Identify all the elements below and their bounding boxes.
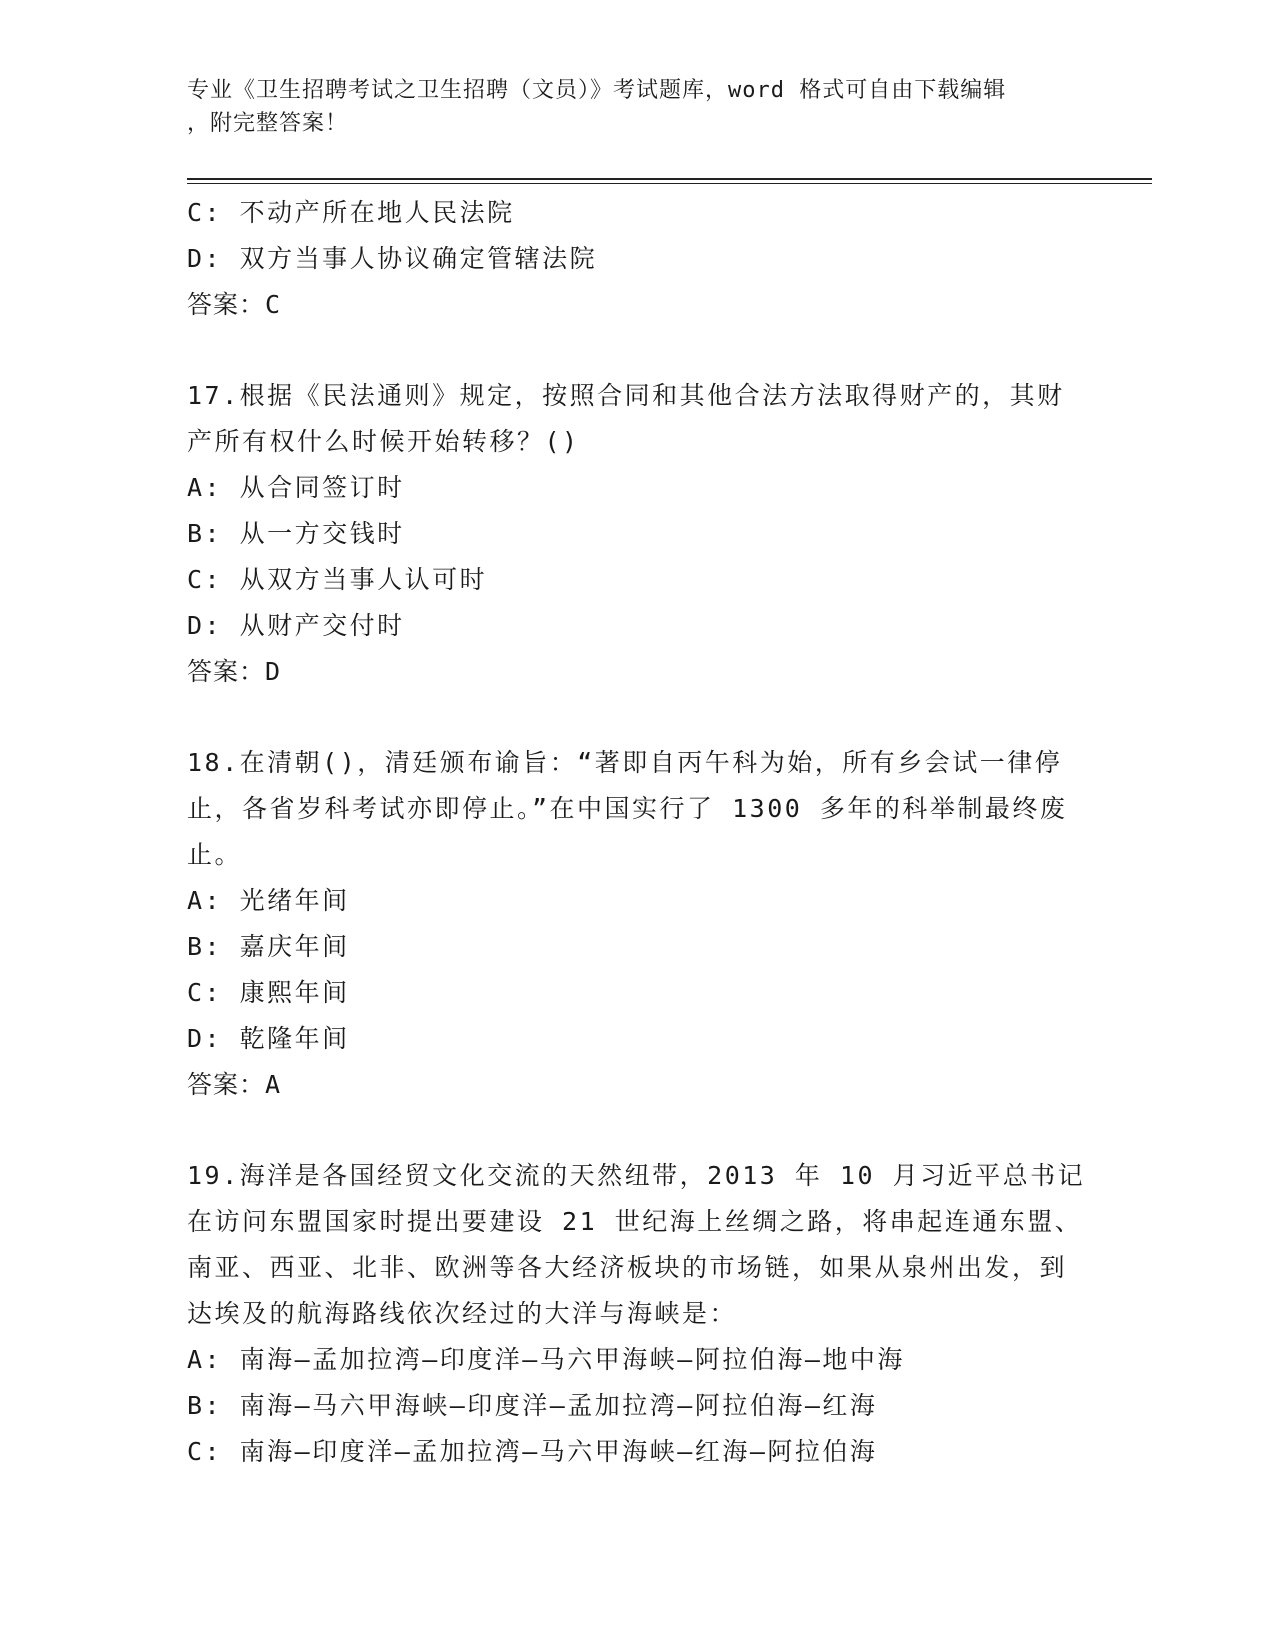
- question-18-option-c: C: 康熙年间: [187, 978, 350, 1007]
- question-18-option-d: D: 乾隆年间: [187, 1024, 350, 1053]
- question-18-option-a: A: 光绪年间: [187, 886, 350, 915]
- question-17-answer: [187, 649, 1087, 695]
- document-body: [187, 190, 1087, 1475]
- question-18-text: 18.在清朝()，清廷颁布谕旨：“著即自丙午科为始，所有乡会试一律停止，各省岁科考试亦即停止。”在中国实行了 1300 多年的科举制最终废止。: [187, 748, 1068, 869]
- answer-line: [187, 282, 1087, 328]
- question-17-option-a: A: 从合同签订时: [187, 473, 405, 502]
- question-19-text: 19.海洋是各国经贸文化交流的天然纽带，2013 年 10 月习近平总书记在访问东盟国家时提出要建设 21 世纪海上丝绸之路，将串起连通东盟、南亚、西亚、北非、欧洲等各大经济板块的市场链，如果从泉州出发，到达埃及的航海路线依次经过的大洋与海峡是：: [187, 1161, 1086, 1328]
- answer-value: A: [265, 1070, 282, 1099]
- option-d: D: 双方当事人协议确定管辖法院: [187, 244, 598, 273]
- document-header: [187, 74, 1077, 140]
- question-17-option-d: D: 从财产交付时: [187, 611, 405, 640]
- question-17-option-b: B: 从一方交钱时: [187, 519, 405, 548]
- question-18-option-b: B: 嘉庆年间: [187, 932, 350, 961]
- header-rule-thin: [187, 183, 1152, 184]
- header-line-1: 专业《卫生招聘考试之卫生招聘（文员）》考试题库，word 格式可自由下载编辑: [187, 78, 1007, 103]
- answer-value: D: [265, 657, 282, 686]
- answer-value: C: [265, 290, 282, 319]
- question-19-option-a: A: 南海—孟加拉湾—印度洋—马六甲海峡—阿拉伯海—地中海: [187, 1345, 905, 1374]
- header-line-2: ，附完整答案！: [187, 111, 349, 136]
- question-18-answer: [187, 1062, 1087, 1108]
- answer-label: 答案：: [187, 657, 266, 686]
- answer-label: 答案：: [187, 1070, 266, 1099]
- question-17-option-c: C: 从双方当事人认可时: [187, 565, 488, 594]
- answer-label: 答案：: [187, 290, 266, 319]
- question-17-text: 17.根据《民法通则》规定，按照合同和其他合法方法取得财产的，其财产所有权什么时候开始转移？(): [187, 381, 1065, 456]
- question-19-option-b: B: 南海—马六甲海峡—印度洋—孟加拉湾—阿拉伯海—红海: [187, 1391, 878, 1420]
- header-rule-thick: [187, 178, 1152, 180]
- option-c: C: 不动产所在地人民法院: [187, 198, 515, 227]
- question-19-option-c: C: 南海—印度洋—孟加拉湾—马六甲海峡—红海—阿拉伯海: [187, 1437, 878, 1466]
